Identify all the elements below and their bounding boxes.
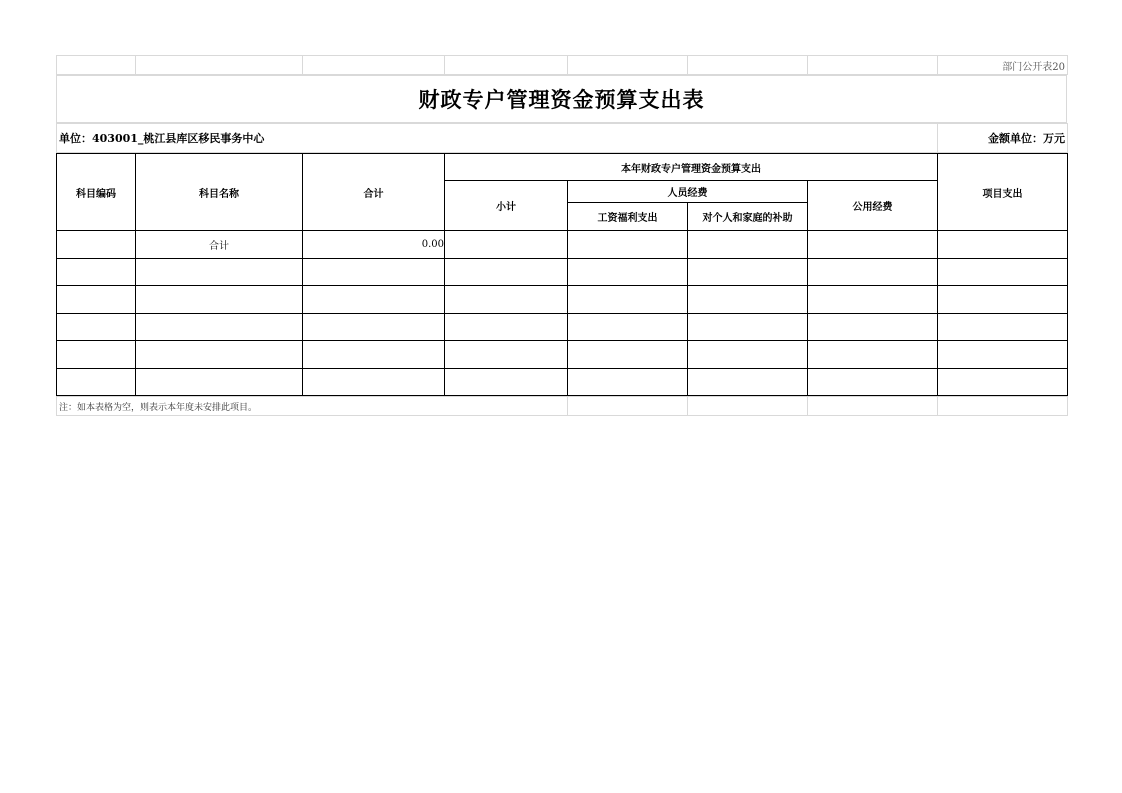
cell-project <box>938 258 1068 286</box>
cell-total <box>303 258 445 286</box>
cell-subtotal <box>445 231 568 259</box>
note-row <box>56 396 1068 416</box>
table-row <box>57 368 1068 396</box>
cell-public <box>808 258 938 286</box>
header-project: 项目支出 <box>938 154 1068 231</box>
cell-name: 合计 <box>136 231 303 259</box>
empty-cell <box>568 56 688 75</box>
cell-public <box>808 231 938 259</box>
cell-subtotal <box>445 286 568 314</box>
header-wages: 工资福利支出 <box>568 203 688 231</box>
empty-cell <box>568 397 688 416</box>
header-code: 科目编码 <box>57 154 136 231</box>
cell-project <box>938 231 1068 259</box>
cell-total <box>303 313 445 341</box>
empty-cell <box>808 56 938 75</box>
cell-wages <box>568 313 688 341</box>
header-group: 本年财政专户管理资金预算支出 <box>445 154 938 181</box>
cell-subtotal <box>445 258 568 286</box>
title-row <box>56 75 1067 123</box>
empty-cell <box>445 56 568 75</box>
cell-project <box>938 313 1068 341</box>
cell-project <box>938 368 1068 396</box>
cell-name <box>136 341 303 369</box>
cell-wages <box>568 231 688 259</box>
empty-cell <box>688 56 808 75</box>
empty-cell <box>303 56 445 75</box>
top-strip <box>56 55 1068 75</box>
empty-cell <box>57 56 136 75</box>
empty-cell <box>688 397 808 416</box>
cell-code <box>57 258 136 286</box>
cell-project <box>938 286 1068 314</box>
cell-total: 0.00 <box>303 231 445 259</box>
cell-code <box>57 341 136 369</box>
page-title: 财政专户管理资金预算支出表 <box>57 76 1067 123</box>
cell-subtotal <box>445 341 568 369</box>
cell-wages <box>568 258 688 286</box>
cell-name <box>136 313 303 341</box>
cell-subtotal <box>445 368 568 396</box>
cell-public <box>808 341 938 369</box>
table-row <box>57 231 1068 259</box>
cell-subtotal <box>445 313 568 341</box>
cell-wages <box>568 341 688 369</box>
cell-name <box>136 258 303 286</box>
unit-row <box>56 123 1068 153</box>
table-row <box>57 286 1068 314</box>
cell-subsidy <box>688 258 808 286</box>
table-row <box>57 341 1068 369</box>
header-public: 公用经费 <box>808 181 938 231</box>
cell-code <box>57 286 136 314</box>
cell-name <box>136 286 303 314</box>
header-name: 科目名称 <box>136 154 303 231</box>
unit-label: 单位：403001_桃江县库区移民事务中心 <box>57 124 938 153</box>
cell-subsidy <box>688 368 808 396</box>
cell-total <box>303 341 445 369</box>
cell-code <box>57 368 136 396</box>
cell-code <box>57 313 136 341</box>
cell-subsidy <box>688 341 808 369</box>
cell-name <box>136 368 303 396</box>
cell-public <box>808 313 938 341</box>
budget-table <box>56 153 1068 396</box>
cell-subsidy <box>688 231 808 259</box>
cell-subsidy <box>688 286 808 314</box>
table-row <box>57 258 1068 286</box>
empty-cell <box>808 397 938 416</box>
amount-unit: 金额单位：万元 <box>938 124 1068 153</box>
cell-subsidy <box>688 313 808 341</box>
cell-public <box>808 368 938 396</box>
cell-total <box>303 286 445 314</box>
cell-wages <box>568 368 688 396</box>
table-note: 注：如本表格为空，则表示本年度未安排此项目。 <box>57 397 568 416</box>
cell-code <box>57 231 136 259</box>
cell-wages <box>568 286 688 314</box>
header-subsidy: 对个人和家庭的补助 <box>688 203 808 231</box>
cell-total <box>303 368 445 396</box>
table-row <box>57 313 1068 341</box>
header-total: 合计 <box>303 154 445 231</box>
cell-public <box>808 286 938 314</box>
budget-sheet <box>56 55 1067 416</box>
header-subtotal: 小计 <box>445 181 568 231</box>
cell-project <box>938 341 1068 369</box>
header-personnel: 人员经费 <box>568 181 808 203</box>
empty-cell <box>938 397 1068 416</box>
form-tag: 部门公开表20 <box>938 56 1068 75</box>
empty-cell <box>136 56 303 75</box>
